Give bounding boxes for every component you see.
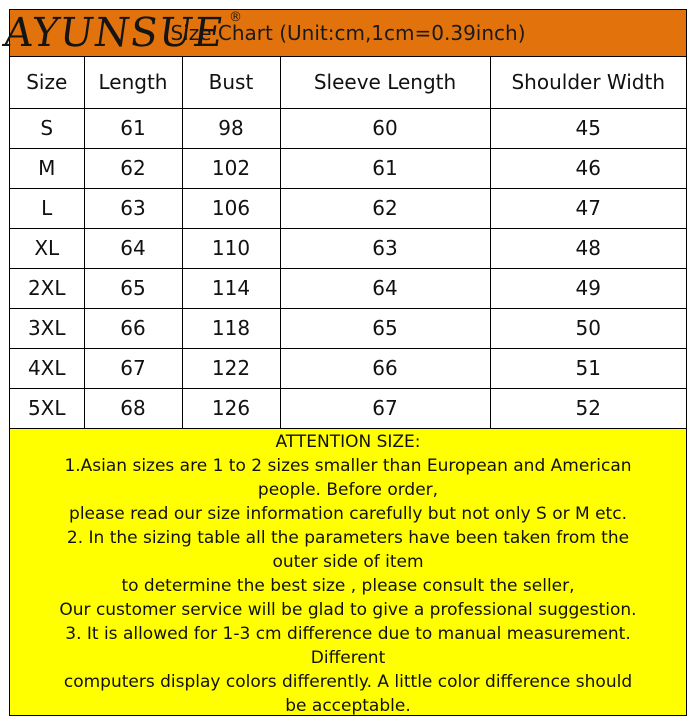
notice-line: outer side of item (272, 552, 424, 572)
notice-line: be acceptable. (285, 696, 411, 716)
table-cell: 114 (182, 268, 280, 308)
table-cell: 61 (280, 148, 490, 188)
table-row (10, 108, 686, 148)
table-cell: 61 (84, 108, 182, 148)
table-cell: XL (10, 228, 84, 268)
table-cell: 106 (182, 188, 280, 228)
table-cell: 62 (84, 148, 182, 188)
notice-line: to determine the best size , please consult the seller, (121, 576, 575, 596)
table-cell: 63 (280, 228, 490, 268)
notice-line: Different (310, 648, 386, 668)
table-cell: S (10, 108, 84, 148)
notice-line: 1.Asian sizes are 1 to 2 sizes smaller than European and American (64, 456, 632, 476)
table-cell: 48 (490, 228, 686, 268)
column-header-size: Size (10, 57, 84, 108)
notice-line: computers display colors differently. A little color difference should (63, 672, 633, 692)
chart-header (0, 10, 686, 57)
table-cell: 122 (182, 348, 280, 388)
table-cell: 2XL (10, 268, 84, 308)
table-cell: 65 (84, 268, 182, 308)
table-cell: 67 (280, 388, 490, 428)
table-cell: 60 (280, 108, 490, 148)
table-cell: L (10, 188, 84, 228)
column-header-shoulder-width: Shoulder Width (490, 57, 686, 108)
chart-title: Size Chart (Unit:cm,1cm=0.39inch) (170, 21, 526, 45)
table-row (10, 348, 686, 388)
table-row (10, 308, 686, 348)
table-cell: 49 (490, 268, 686, 308)
size-chart-sheet (0, 9, 687, 716)
brand-logo: AYUNSUE (0, 10, 227, 56)
table-row (10, 388, 686, 428)
registered-mark-icon: ® (229, 10, 242, 25)
table-cell: 65 (280, 308, 490, 348)
table-cell: 110 (182, 228, 280, 268)
table-cell: 4XL (10, 348, 84, 388)
table-row (10, 228, 686, 268)
table-row (10, 148, 686, 188)
table-header-row (10, 57, 686, 108)
table-cell: 63 (84, 188, 182, 228)
column-header-sleeve-length: Sleeve Length (280, 57, 490, 108)
table-cell: 3XL (10, 308, 84, 348)
notice-line: 3. It is allowed for 1-3 cm difference due to manual measurement. (65, 624, 631, 644)
column-header-bust: Bust (182, 57, 280, 108)
table-cell: 66 (280, 348, 490, 388)
table-cell: 67 (84, 348, 182, 388)
table-row (10, 268, 686, 308)
table-cell: 98 (182, 108, 280, 148)
table-cell: 50 (490, 308, 686, 348)
table-cell: 52 (490, 388, 686, 428)
table-cell: 102 (182, 148, 280, 188)
table-cell: M (10, 148, 84, 188)
notice-line: people. Before order, (257, 480, 439, 500)
table-cell: 64 (280, 268, 490, 308)
table-cell: 126 (182, 388, 280, 428)
notice-line: please read our size information carefully but not only S or M etc. (69, 504, 627, 524)
table-cell: 118 (182, 308, 280, 348)
column-header-length: Length (84, 57, 182, 108)
attention-notice (10, 428, 686, 715)
table-cell: 47 (490, 188, 686, 228)
notice-heading: ATTENTION SIZE: (275, 432, 421, 452)
notice-line: Our customer service will be glad to give a professional suggestion. (59, 600, 637, 620)
table-row (10, 188, 686, 228)
table-cell: 51 (490, 348, 686, 388)
notice-line: 2. In the sizing table all the parameters have been taken from the (66, 528, 630, 548)
table-cell: 64 (84, 228, 182, 268)
table-cell: 68 (84, 388, 182, 428)
table-cell: 62 (280, 188, 490, 228)
size-table (10, 57, 686, 429)
table-cell: 46 (490, 148, 686, 188)
table-cell: 5XL (10, 388, 84, 428)
table-cell: 66 (84, 308, 182, 348)
table-cell: 45 (490, 108, 686, 148)
